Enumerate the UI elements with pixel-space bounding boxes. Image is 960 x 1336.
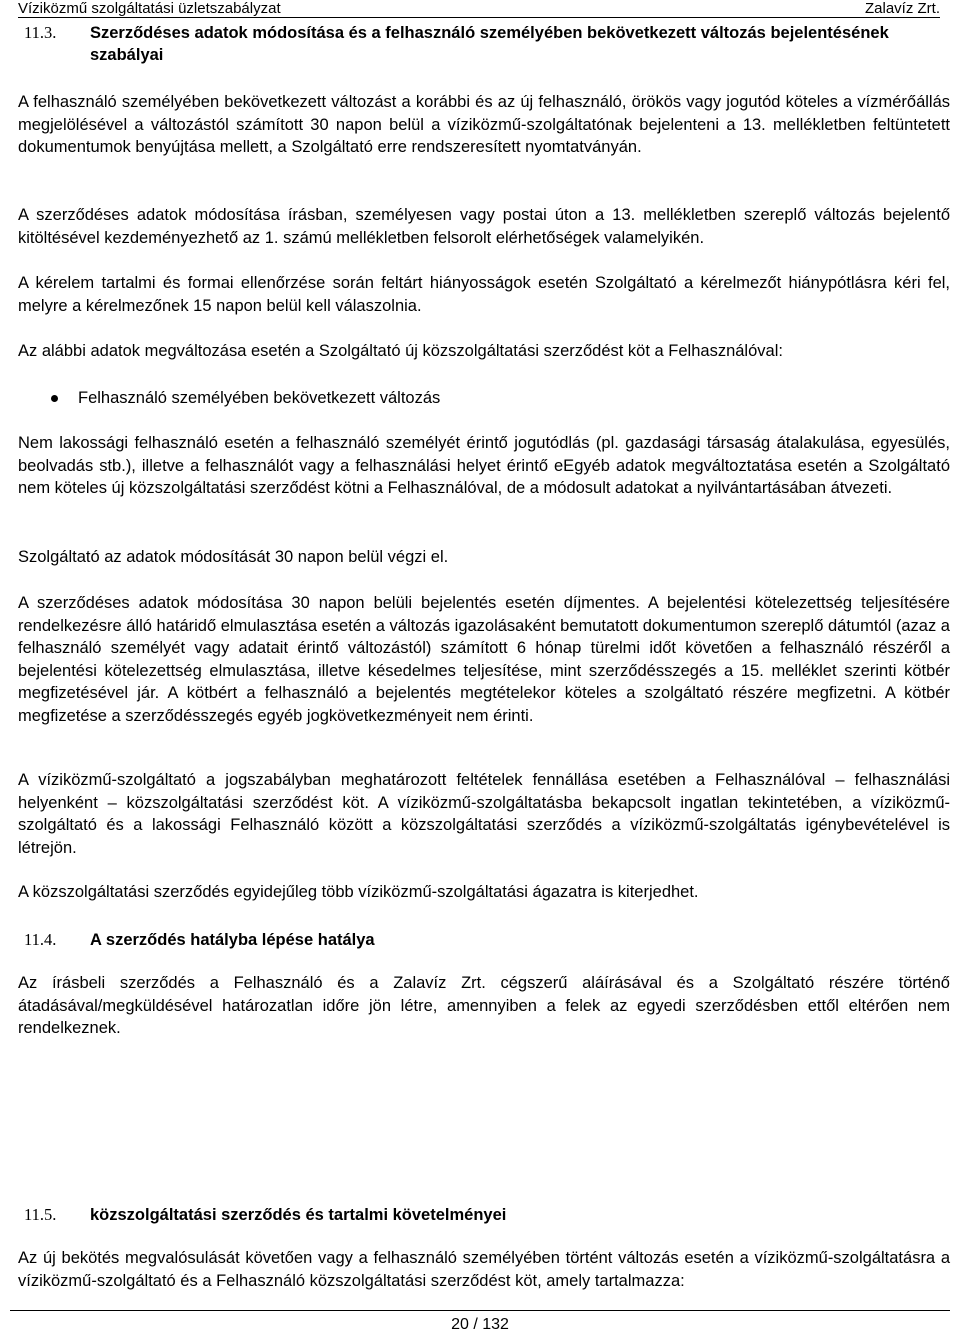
- paragraph: Szolgáltató az adatok módosítását 30 napon belül végzi el.: [18, 548, 449, 566]
- section-11-3-heading: [18, 22, 940, 66]
- section-11-4-heading: [18, 929, 940, 951]
- page-number: 20 / 132: [451, 1316, 509, 1333]
- paragraph: A szerződéses adatok módosítása 30 napon belüli bejelentés esetén díjmentes. A bejelentési kötelezettség teljesítésére rendelkezésre álló határidő elmulasztása esetén a változás igazolásaként bemutatott dokumentumon szereplő dátumtól (azaz a felhasználó személyét vagy adatait érintő változástól) számított 6 hónap türelmi időt követően a felhasználó részéről a bejelentési kötelezettség elmulasztása, illetve késedelmes teljesítése, mint szerződésszegés a 15. melléklet szerinti kötbér megfizetésével jár. A kötbért a felhasználó a bejelentés megtételekor köteles a szolgáltató részére megfizetni. A kötbér megfizetése a szerződésszegés egyéb jogkövetkezményeit nem érinti.: [18, 594, 950, 725]
- page-header: [18, 0, 940, 18]
- header-doc-title: Víziközmű szolgáltatási üzletszabályzat: [18, 0, 281, 17]
- paragraph: A közszolgáltatási szerződés egyidejűleg több víziközmű-szolgáltatási ágazatra is kiterjedhet.: [18, 883, 699, 901]
- paragraph: Az új bekötés megvalósulását követően vagy a felhasználó személyében történt változás esetén a víziközmű-szolgáltatásra a víziközmű-szolgáltató és a Felhasználó közszolgáltatási szerződést köt, amely tartalmazza:: [18, 1249, 950, 1290]
- paragraph: A víziközmű-szolgáltató a jogszabályban meghatározott feltételek fennállása esetében a Felhasználóval – felhasználási helyenként – közszolgáltatási szerződést köt. A víziközmű-szolgáltatásba bekapcsolt ingatlan tekintetében, a víziközmű-szolgáltató és a lakossági Felhasználó között a közszolgáltatási szerződés a víziközmű-szolgáltatás igénybevételével is létrejön.: [18, 771, 950, 857]
- paragraph: A kérelem tartalmi és formai ellenőrzése során feltárt hiányosságok esetén Szolgáltató a kérelmezőt hiánypótlásra kéri fel, melyre a kérelmezőnek 15 napon belül kell válaszolnia.: [18, 274, 950, 315]
- page-footer: [10, 1310, 950, 1336]
- paragraph: Az írásbeli szerződés a Felhasználó és a Zalavíz Zrt. cégszerű aláírásával és a Szolgáltató részére történő átadásával/megküldésével határozatlan időre jön létre, amennyiben a felek az egyedi szerződésben ettől eltérően nem rendelkeznek.: [18, 974, 950, 1037]
- section-number: 11.4.: [24, 930, 57, 949]
- bullet-item: [18, 387, 940, 410]
- paragraph: Nem lakossági felhasználó esetén a felhasználó személyét érintő jogutódlás (pl. gazdasági társaság átalakulása, egyesülés, beolvadás stb.), illetve a felhasználót vagy a felhasználási helyet érintő eEgyéb adatok megváltoztatása esetén a Szolgáltató nem köteles új közszolgáltatási szerződést kötni a Felhasználóval, de a módosult adatokat a nyilvántartásában átvezeti.: [18, 434, 950, 497]
- section-11-5-heading: [18, 1204, 940, 1226]
- section-title: közszolgáltatási szerződés és tartalmi követelményei: [90, 1206, 507, 1224]
- bullet-dot-icon: [51, 395, 58, 402]
- section-number: 11.3.: [24, 23, 57, 42]
- section-title: A szerződés hatályba lépése hatálya: [90, 931, 375, 949]
- section-number: 11.5.: [24, 1205, 57, 1224]
- section-title: Szerződéses adatok módosítása és a felhasználó személyében bekövetkezett változás bejelentésének szabályai: [90, 24, 889, 64]
- header-company: Zalavíz Zrt.: [864, 0, 940, 17]
- bullet-text: Felhasználó személyében bekövetkezett változás: [78, 389, 441, 407]
- paragraph: A felhasználó személyében bekövetkezett változást a korábbi és az új felhasználó, örökös vagy jogutód köteles a vízmérőállás megjelölésével a változástól számított 30 napon belül a víziközmű-szolgáltatónak bejelenteni a 13. mellékletben feltüntetett dokumentumok benyújtása mellett, a Szolgáltató erre rendszeresített nyomtatványán.: [18, 93, 950, 156]
- paragraph: A szerződéses adatok módosítása írásban, személyesen vagy postai úton a 13. mellékletben szereplő változás bejelentő kitöltésével kezdeményezhető az 1. számú mellékletben felsorolt elérhetőségek valamelyikén.: [18, 206, 950, 247]
- paragraph: Az alábbi adatok megváltozása esetén a Szolgáltató új közszolgáltatási szerződést köt a Felhasználóval:: [18, 342, 783, 360]
